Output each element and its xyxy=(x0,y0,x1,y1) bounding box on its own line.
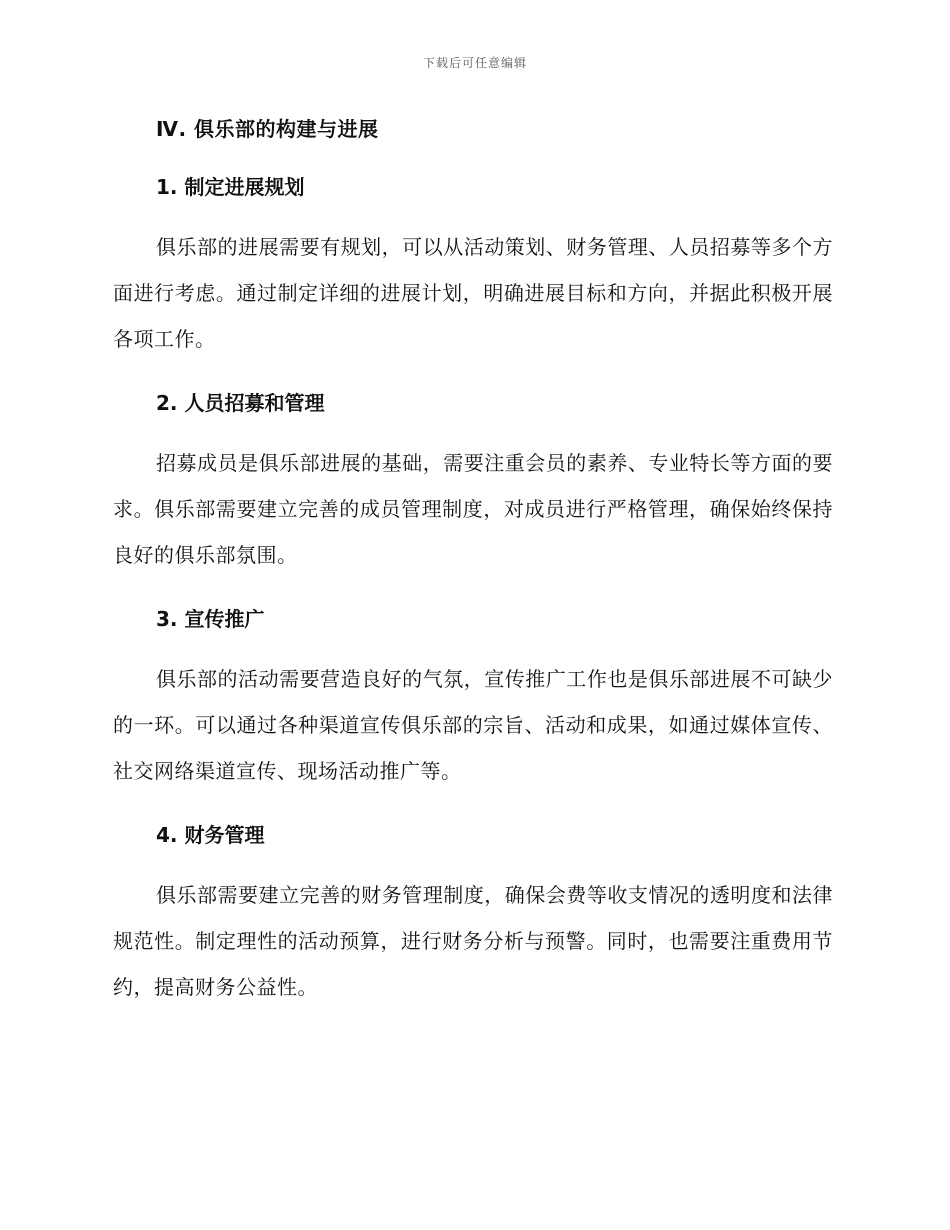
section-paragraph: 招募成员是俱乐部进展的基础，需要注重会员的素养、专业特长等方面的要求。俱乐部需要建立完善的成员管理制度，对成员进行严格管理，确保始终保持良好的俱乐部氛围。 xyxy=(113,451,833,567)
chapter-title: Ⅳ. 俱乐部的构建与进展 xyxy=(156,117,379,141)
section-paragraph: 俱乐部的进展需要有规划，可以从活动策划、财务管理、人员招募等多个方面进行考虑。通过制定详细的进展计划，明确进展目标和方向，并据此积极开展各项工作。 xyxy=(113,235,833,351)
section-4 xyxy=(113,818,833,1010)
section-paragraph: 俱乐部的活动需要营造良好的气氛，宣传推广工作也是俱乐部进展不可缺少的一环。可以通过各种渠道宣传俱乐部的宗旨、活动和成果，如通过媒体宣传、社交网络渠道宣传、现场活动推广等。 xyxy=(113,667,833,783)
document-body xyxy=(113,112,833,1010)
section-3 xyxy=(113,602,833,794)
section-2 xyxy=(113,386,833,578)
section-paragraph: 俱乐部需要建立完善的财务管理制度，确保会费等收支情况的透明度和法律规范性。制定理性的活动预算，进行财务分析与预警。同时，也需要注重费用节约，提高财务公益性。 xyxy=(113,883,833,999)
section-1 xyxy=(113,170,833,362)
page-header: 下载后可任意编辑 xyxy=(422,56,527,70)
section-heading: 2. 人员招募和管理 xyxy=(156,391,325,415)
section-heading: 1. 制定进展规划 xyxy=(156,175,305,199)
section-heading: 3. 宣传推广 xyxy=(156,607,265,631)
section-heading: 4. 财务管理 xyxy=(156,823,265,847)
